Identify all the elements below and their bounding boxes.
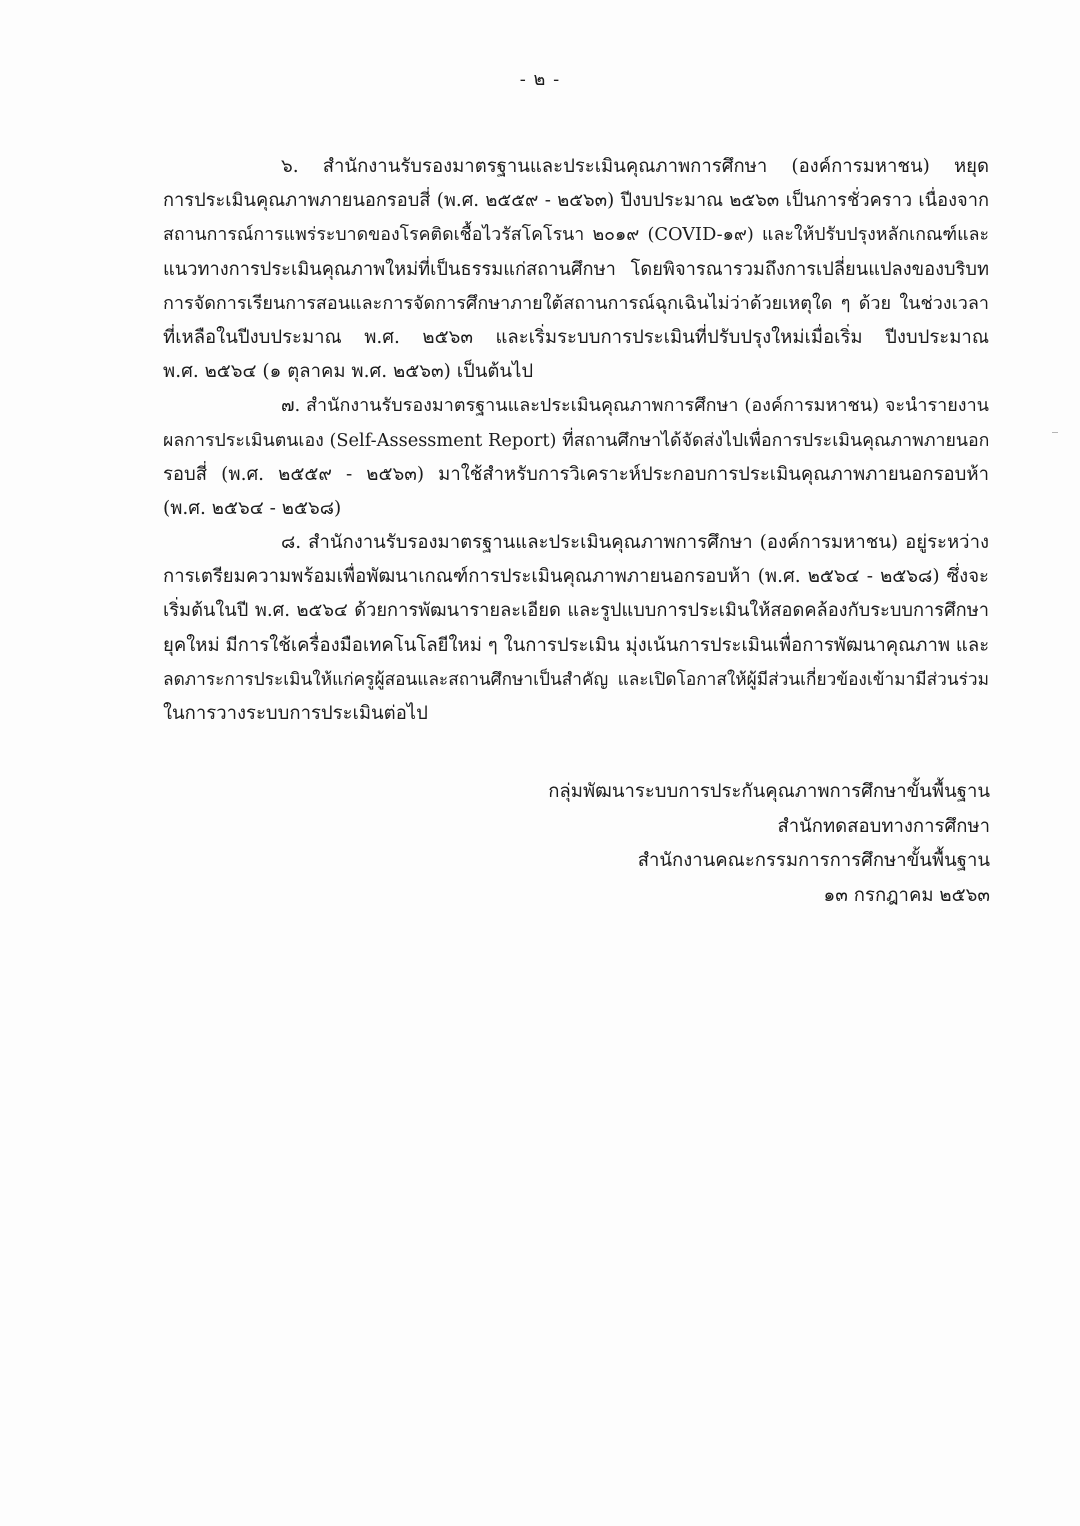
paragraph-line: การจัดการเรียนการสอนและการจัดการศึกษาภายใต้สถานการณ์ฉุกเฉินไม่ว่าด้วยเหตุใด ๆ ด้วย ในช่วงเวลา — [163, 292, 989, 314]
signature-block — [470, 775, 990, 913]
paragraph-line: ๖. สำนักงานรับรองมาตรฐานและประเมินคุณภาพการศึกษา (องค์การมหาชน) หยุด — [281, 156, 989, 177]
paragraph-item-7 — [163, 389, 989, 526]
paragraph-line: ผลการประเมินตนเอง (Self-Assessment Report) ที่สถานศึกษาได้จัดส่งไปเพื่อการประเมินคุณภาพภายนอก — [163, 430, 989, 451]
paragraph-line: เริ่มต้นในปี พ.ศ. ๒๕๖๔ ด้วยการพัฒนารายละเอียด และรูปแบบการประเมินให้สอดคล้องกับระบบการศึกษา — [163, 600, 989, 622]
paragraph-line: ที่เหลือในปีงบประมาณ พ.ศ. ๒๕๖๓ และเริ่มระบบการประเมินที่ปรับปรุงใหม่เมื่อเริ่ม ปีงบประมาณ — [163, 326, 989, 348]
signature-bureau: สำนักทดสอบทางการศึกษา — [777, 815, 990, 837]
paragraph-item-6 — [163, 150, 989, 389]
signature-date: ๑๓ กรกฎาคม ๒๕๖๓ — [823, 884, 990, 906]
paragraph-line: ยุคใหม่ มีการใช้เครื่องมือเทคโนโลยีใหม่ ๆ ในการประเมิน มุ่งเน้นการประเมินเพื่อการพัฒนาคุณภาพ และ — [163, 634, 989, 656]
paragraph-line: สถานการณ์การแพร่ระบาดของโรคติดเชื้อไวรัสโคโรนา ๒๐๑๙ (COVID-๑๙) และให้ปรับปรุงหลักเกณฑ์และ — [163, 225, 989, 246]
paragraph-line: ในการวางระบบการประเมินต่อไป — [163, 703, 428, 724]
scan-margin-mark — [1052, 432, 1058, 433]
page-number: - ๒ - — [519, 69, 561, 90]
paragraph-line: การเตรียมความพร้อมเพื่อพัฒนาเกณฑ์การประเมินคุณภาพภายนอกรอบห้า (พ.ศ. ๒๕๖๔ - ๒๕๖๘) ซึ่งจะ — [163, 566, 989, 588]
signature-office: สำนักงานคณะกรรมการการศึกษาขั้นพื้นฐาน — [637, 850, 990, 871]
paragraph-line: พ.ศ. ๒๕๖๔ (๑ ตุลาคม พ.ศ. ๒๕๖๓) เป็นต้นไป — [163, 361, 534, 383]
signature-group: กลุ่มพัฒนาระบบการประกันคุณภาพการศึกษาขั้นพื้นฐาน — [548, 781, 990, 802]
paragraph-item-8 — [163, 526, 989, 731]
paragraph-line: ลดภาระการประเมินให้แก่ครูผู้สอนและสถานศึกษาเป็นสำคัญ และเปิดโอกาสให้ผู้มีส่วนเกี่ยวข้องเข้ามามีส่วนร่วม — [163, 669, 989, 690]
paragraph-line: ๗. สำนักงานรับรองมาตรฐานและประเมินคุณภาพการศึกษา (องค์การมหาชน) จะนำรายงาน — [281, 395, 989, 417]
paragraph-line: ๘. สำนักงานรับรองมาตรฐานและประเมินคุณภาพการศึกษา (องค์การมหาชน) อยู่ระหว่าง — [281, 532, 989, 554]
paragraph-line: แนวทางการประเมินคุณภาพใหม่ที่เป็นธรรมแก่สถานศึกษา โดยพิจารณารวมถึงการเปลี่ยนแปลงของบริบท — [163, 258, 989, 280]
document-body — [163, 150, 989, 731]
paragraph-line: การประเมินคุณภาพภายนอกรอบสี่ (พ.ศ. ๒๕๕๙ - ๒๕๖๓) ปีงบประมาณ ๒๕๖๓ เป็นการชั่วคราว เนื่องจาก — [163, 190, 989, 212]
paragraph-line: (พ.ศ. ๒๕๖๔ - ๒๕๖๘) — [163, 497, 342, 519]
paragraph-line: รอบสี่ (พ.ศ. ๒๕๕๙ - ๒๕๖๓) มาใช้สำหรับการวิเคราะห์ประกอบการประเมินคุณภาพภายนอกรอบห้า — [163, 463, 989, 485]
